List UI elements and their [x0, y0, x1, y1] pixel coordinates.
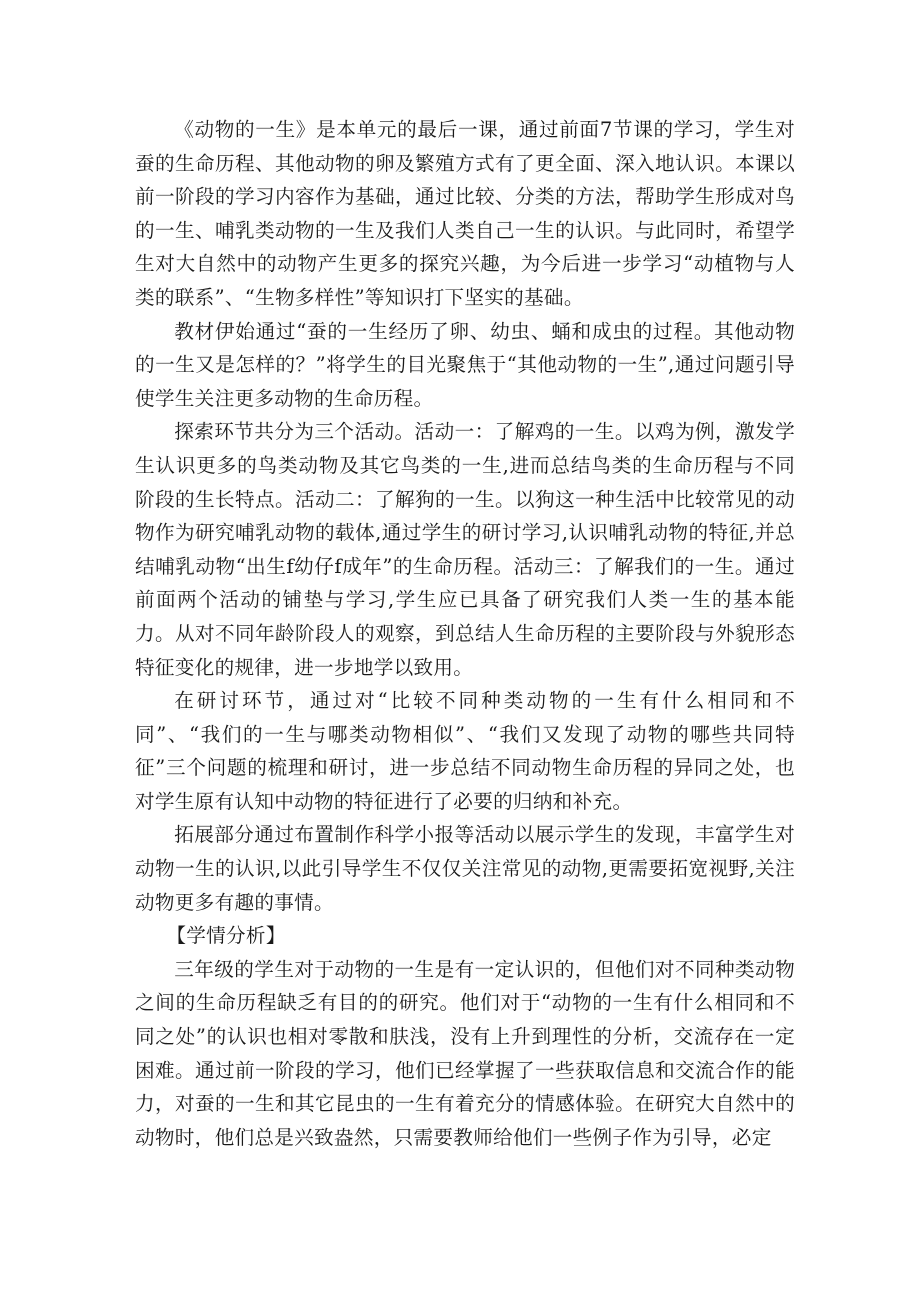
paragraph-extension: 拓展部分通过布置制作科学小报等活动以展示学生的发现，丰富学生对动物一生的认识,以此引导学生不仅仅关注常见的动物,更需要拓宽视野,关注动物更多有趣的事情。 — [135, 823, 795, 914]
paragraph-exploration: 探索环节共分为三个活动。活动一：了解鸡的一生。以鸡为例，激发学生认识更多的鸟类动物及其它鸟类的一生,进而总结鸟类的生命历程与不同阶段的生长特点。活动二：了解狗的一生。以狗这一种生活中比较常见的动物作为研究哺乳动物的载体,通过学生的研讨学习,认识哺乳动物的特征,并总结哺乳动物“出生f幼仔f成年”的生命历程。活动三：了解我们的一生。通过前面两个活动的铺垫与学习,学生应已具备了研究我们人类一生的基本能力。从对不同年龄阶段人的观察，到总结人生命历程的主要阶段与外貌形态特征变化的规律，进一步地学以致用。 — [135, 420, 795, 679]
document-body — [135, 113, 795, 1154]
paragraph-intro: 《动物的一生》是本单元的最后一课，通过前面7节课的学习，学生对蚕的生命历程、其他动物的卵及繁殖方式有了更全面、深入地认识。本课以前一阶段的学习内容作为基础，通过比较、分类的方法，帮助学生形成对鸟的一生、哺乳类动物的一生及我们人类自己一生的认识。与此同时，希望学生对大自然中的动物产生更多的探究兴趣，为今后进一步学习“动植物与人类的联系”、“生物多样性”等知识打下坚实的基础。 — [135, 118, 795, 309]
paragraph-student-analysis: 三年级的学生对于动物的一生是有一定认识的，但他们对不同种类动物之间的生命历程缺乏有目的的研究。他们对于“动物的一生有什么相同和不同之处”的认识也相对零散和肤浅，没有上升到理性的分析，交流存在一定困难。通过前一阶段的学习，他们已经掌握了一些获取信息和交流合作的能力，对蚕的一生和其它昆虫的一生有着充分的情感体验。在研究大自然中的动物时，他们总是兴致盎然，只需要教师给他们一些例子作为引导，必定 — [135, 957, 795, 1149]
paragraph-textbook-opening: 教材伊始通过“蚕的一生经历了卵、幼虫、蛹和成虫的过程。其他动物的一生又是怎样的？”将学生的目光聚焦于“其他动物的一生”,通过问题引导使学生关注更多动物的生命历程。 — [135, 319, 795, 410]
section-heading: 【学情分析】 — [166, 924, 286, 948]
paragraph-discussion: 在研讨环节，通过对“比较不同种类动物的一生有什么相同和不同”、“我们的一生与哪类动物相似”、“我们又发现了动物的哪些共同特征”三个问题的梳理和研讨，进一步总结不同动物生命历程的异同之处，也对学生原有认知中动物的特征进行了必要的归纳和补充。 — [135, 689, 795, 813]
